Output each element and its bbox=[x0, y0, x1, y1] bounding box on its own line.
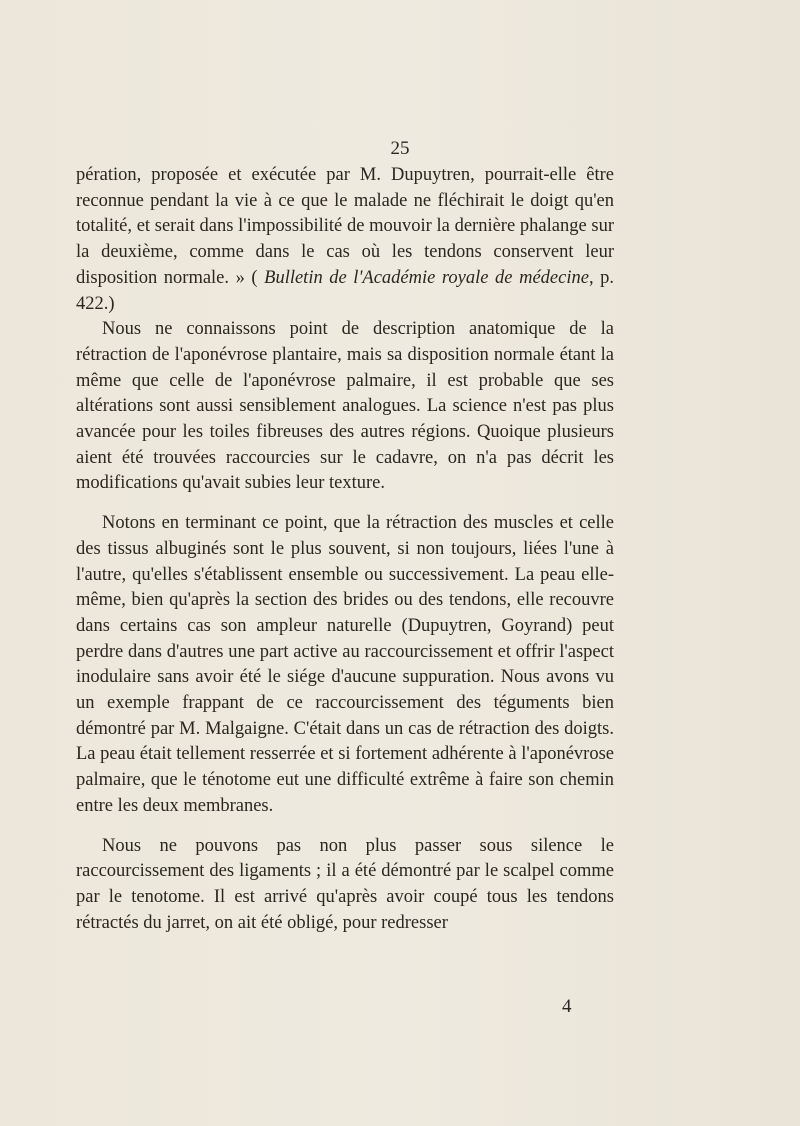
paragraph-1 bbox=[76, 163, 614, 317]
paragraph-3: Notons en terminant ce point, que la rétraction des muscles et celle des tissus albuginés sont le plus souvent, si non toujours, liées l'une à l'autre, qu'elles s'établissent ensemble ou successivement. La peau elle-même, bien qu'après la section des brides ou des tendons, elle recouvre dans certains cas son ampleur naturelle (Dupuytren, Goyrand) peut perdre dans d'autres une part active au raccourcissement et offrir l'aspect inodulaire sans avoir été le siége d'aucune suppuration. Nous avons vu un exemple frappant de ce raccourcissement des téguments bien démontré par M. Malgaigne. C'était dans un cas de rétraction des doigts. La peau était tellement resserrée et si fortement adhérente à l'aponévrose palmaire, que le ténotome eut une difficulté extrême à faire son chemin entre les deux membranes. bbox=[76, 513, 614, 816]
paragraph-2: Nous ne connaissons point de description anatomique de la rétraction de l'aponévrose plantaire, mais sa disposition normale étant la même que celle de l'aponévrose palmaire, il est probable que ses altérations sont aussi sensiblement analogues. La science n'est pas plus avancée pour les toiles fibreuses des autres régions. Quoique plusieurs aient été trouvées raccourcies sur le cadavre, on n'a pas décrit les modifications qu'avait subies leur texture. bbox=[76, 319, 614, 494]
citation-page: , p. 422.) bbox=[76, 267, 615, 314]
paragraph-1-text: pération, proposée et exécutée par M. Dupuytren, pourrait-elle être reconnue pendant la vie à ce que le malade ne fléchirait le doigt qu'en totalité, et serait dans l'impossibilité de mouvoir la dernière phalange sur la deuxième, comme dans le cas où les tendons conservent leur disposition normale. » ( bbox=[76, 165, 614, 288]
page-number: 25 bbox=[390, 138, 410, 159]
signature-mark: 4 bbox=[562, 996, 572, 1017]
paragraph-4: Nous ne pouvons pas non plus passer sous silence le raccourcissement des ligaments ; il a été démontré par le scalpel comme par le tenotome. Il est arrivé qu'après avoir coupé tous les tendons rétractés du jarret, on ait été obligé, pour redresser bbox=[76, 835, 614, 933]
citation-title: Bulletin de l'Académie royale de médecine bbox=[264, 267, 589, 288]
body-text bbox=[76, 163, 614, 936]
